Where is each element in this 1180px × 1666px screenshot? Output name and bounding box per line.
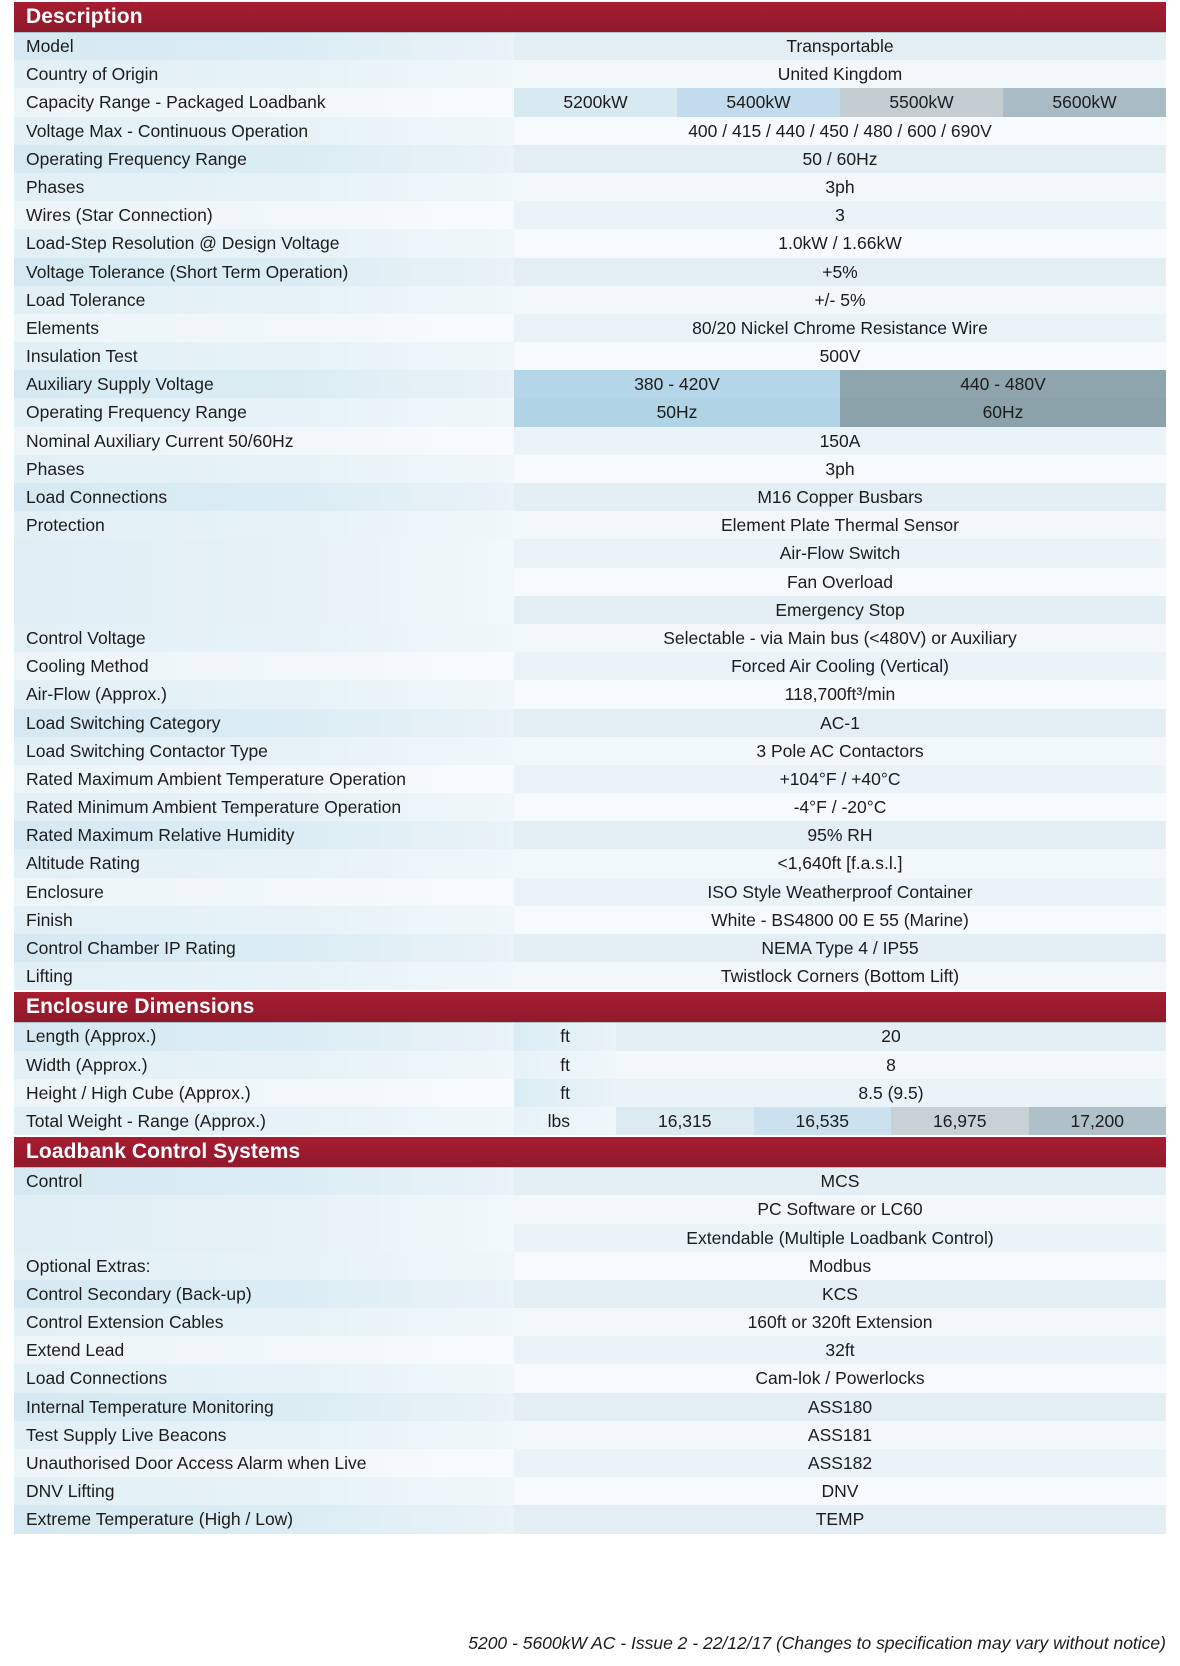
spec-label: Load Connections xyxy=(14,483,514,511)
spec-value: 95% RH xyxy=(514,821,1166,849)
spec-value: 8.5 (9.5) xyxy=(616,1079,1166,1107)
spec-label: Load Tolerance xyxy=(14,286,514,314)
spec-value-cell: 17,200 xyxy=(1029,1107,1167,1135)
spec-row xyxy=(14,624,1166,652)
spec-row xyxy=(14,1449,1166,1477)
spec-value: Cam-lok / Powerlocks xyxy=(514,1364,1166,1392)
spec-label: DNV Lifting xyxy=(14,1477,514,1505)
spec-value: NEMA Type 4 / IP55 xyxy=(514,934,1166,962)
spec-value: 80/20 Nickel Chrome Resistance Wire xyxy=(514,314,1166,342)
spec-value: 32ft xyxy=(514,1336,1166,1364)
spec-label: Optional Extras: xyxy=(14,1252,514,1280)
spec-value: Emergency Stop xyxy=(514,596,1166,624)
spec-row xyxy=(14,709,1166,737)
spec-label: Test Supply Live Beacons xyxy=(14,1421,514,1449)
spec-row xyxy=(14,455,1166,483)
spec-value-cell: 16,975 xyxy=(891,1107,1029,1135)
spec-row xyxy=(14,680,1166,708)
spec-label: Finish xyxy=(14,906,514,934)
spec-row xyxy=(14,1195,1166,1223)
spec-row xyxy=(14,1364,1166,1392)
spec-row xyxy=(14,342,1166,370)
spec-label: Load-Step Resolution @ Design Voltage xyxy=(14,229,514,257)
spec-row xyxy=(14,1079,1166,1107)
spec-label: Cooling Method xyxy=(14,652,514,680)
spec-value-cell: 16,535 xyxy=(754,1107,892,1135)
spec-value: 20 xyxy=(616,1022,1166,1050)
spec-value: 8 xyxy=(616,1051,1166,1079)
spec-value-cell: 5400kW xyxy=(677,88,840,116)
spec-value-split xyxy=(514,88,1166,116)
spec-label-empty xyxy=(14,596,514,624)
specification-sheet xyxy=(0,2,1180,1666)
spec-row xyxy=(14,962,1166,990)
spec-label: Enclosure xyxy=(14,878,514,906)
spec-value: United Kingdom xyxy=(514,60,1166,88)
enclosure-dimensions-table xyxy=(14,1022,1166,1135)
spec-unit: ft xyxy=(514,1051,616,1079)
spec-label: Air-Flow (Approx.) xyxy=(14,680,514,708)
spec-row xyxy=(14,1308,1166,1336)
spec-label: Phases xyxy=(14,455,514,483)
spec-label: Total Weight - Range (Approx.) xyxy=(14,1107,514,1135)
spec-label: Protection xyxy=(14,511,514,539)
spec-value-split xyxy=(616,1107,1166,1135)
spec-value: Fan Overload xyxy=(514,568,1166,596)
spec-label: Wires (Star Connection) xyxy=(14,201,514,229)
spec-value-cell: 5200kW xyxy=(514,88,677,116)
spec-value: AC-1 xyxy=(514,709,1166,737)
section-header-loadbank-control-systems: Loadbank Control Systems xyxy=(14,1137,1166,1167)
spec-label-empty xyxy=(14,568,514,596)
spec-label: Load Switching Category xyxy=(14,709,514,737)
spec-label: Phases xyxy=(14,173,514,201)
spec-row xyxy=(14,483,1166,511)
spec-value: ASS181 xyxy=(514,1421,1166,1449)
spec-row xyxy=(14,1393,1166,1421)
spec-value: 500V xyxy=(514,342,1166,370)
spec-label-empty xyxy=(14,1224,514,1252)
spec-label: Load Connections xyxy=(14,1364,514,1392)
spec-label: Rated Maximum Relative Humidity xyxy=(14,821,514,849)
spec-value-split xyxy=(514,398,1166,426)
spec-row xyxy=(14,229,1166,257)
spec-row xyxy=(14,145,1166,173)
spec-row xyxy=(14,737,1166,765)
spec-label: Model xyxy=(14,32,514,60)
spec-row xyxy=(14,173,1166,201)
spec-label: Voltage Max - Continuous Operation xyxy=(14,117,514,145)
spec-value-cell: 5600kW xyxy=(1003,88,1166,116)
spec-row xyxy=(14,539,1166,567)
spec-value: 400 / 415 / 440 / 450 / 480 / 600 / 690V xyxy=(514,117,1166,145)
spec-row xyxy=(14,427,1166,455)
spec-row xyxy=(14,60,1166,88)
spec-value-cell: 5500kW xyxy=(840,88,1003,116)
spec-unit: ft xyxy=(514,1022,616,1050)
spec-row xyxy=(14,88,1166,116)
spec-label: Load Switching Contactor Type xyxy=(14,737,514,765)
spec-value: Modbus xyxy=(514,1252,1166,1280)
spec-label: Extend Lead xyxy=(14,1336,514,1364)
spec-row xyxy=(14,878,1166,906)
spec-row xyxy=(14,1107,1166,1135)
spec-value: <1,640ft [f.a.s.l.] xyxy=(514,849,1166,877)
spec-label: Auxiliary Supply Voltage xyxy=(14,370,514,398)
spec-label: Unauthorised Door Access Alarm when Live xyxy=(14,1449,514,1477)
spec-row xyxy=(14,596,1166,624)
spec-row xyxy=(14,370,1166,398)
spec-value: 118,700ft³/min xyxy=(514,680,1166,708)
spec-label: Extreme Temperature (High / Low) xyxy=(14,1505,514,1533)
spec-label: Internal Temperature Monitoring xyxy=(14,1393,514,1421)
spec-row xyxy=(14,906,1166,934)
spec-value: Forced Air Cooling (Vertical) xyxy=(514,652,1166,680)
spec-row xyxy=(14,117,1166,145)
spec-value: 3 Pole AC Contactors xyxy=(514,737,1166,765)
spec-value: +104°F / +40°C xyxy=(514,765,1166,793)
spec-label: Voltage Tolerance (Short Term Operation) xyxy=(14,258,514,286)
spec-value: Element Plate Thermal Sensor xyxy=(514,511,1166,539)
spec-value: Selectable - via Main bus (<480V) or Auxiliary xyxy=(514,624,1166,652)
spec-label: Control Extension Cables xyxy=(14,1308,514,1336)
spec-row xyxy=(14,1051,1166,1079)
spec-label: Elements xyxy=(14,314,514,342)
spec-row xyxy=(14,1252,1166,1280)
spec-label: Height / High Cube (Approx.) xyxy=(14,1079,514,1107)
spec-value: -4°F / -20°C xyxy=(514,793,1166,821)
spec-value-cell: 50Hz xyxy=(514,398,840,426)
section-header-enclosure-dimensions: Enclosure Dimensions xyxy=(14,992,1166,1022)
spec-value-cell: 380 - 420V xyxy=(514,370,840,398)
spec-label: Insulation Test xyxy=(14,342,514,370)
spec-value: White - BS4800 00 E 55 (Marine) xyxy=(514,906,1166,934)
spec-row xyxy=(14,398,1166,426)
spec-value: PC Software or LC60 xyxy=(514,1195,1166,1223)
spec-label: Operating Frequency Range xyxy=(14,398,514,426)
spec-row xyxy=(14,652,1166,680)
spec-label-empty xyxy=(14,1195,514,1223)
spec-label: Length (Approx.) xyxy=(14,1022,514,1050)
spec-value: 3ph xyxy=(514,173,1166,201)
spec-label: Operating Frequency Range xyxy=(14,145,514,173)
spec-row xyxy=(14,201,1166,229)
loadbank-control-systems-table xyxy=(14,1167,1166,1533)
spec-row xyxy=(14,1336,1166,1364)
spec-value: KCS xyxy=(514,1280,1166,1308)
spec-row xyxy=(14,1505,1166,1533)
spec-value: Twistlock Corners (Bottom Lift) xyxy=(514,962,1166,990)
spec-value: ASS182 xyxy=(514,1449,1166,1477)
spec-label-empty xyxy=(14,539,514,567)
spec-value-cell: 16,315 xyxy=(616,1107,754,1135)
spec-label: Control Voltage xyxy=(14,624,514,652)
spec-label: Lifting xyxy=(14,962,514,990)
spec-value: Air-Flow Switch xyxy=(514,539,1166,567)
footer-issue-note: 5200 - 5600kW AC - Issue 2 - 22/12/17 (Changes to specification may vary without notice) xyxy=(468,1633,1166,1653)
spec-value: Extendable (Multiple Loadbank Control) xyxy=(514,1224,1166,1252)
spec-value-cell: 440 - 480V xyxy=(840,370,1166,398)
spec-value: M16 Copper Busbars xyxy=(514,483,1166,511)
spec-value-split xyxy=(514,370,1166,398)
spec-value: 3ph xyxy=(514,455,1166,483)
spec-row xyxy=(14,1280,1166,1308)
spec-row xyxy=(14,568,1166,596)
spec-row xyxy=(14,286,1166,314)
spec-label: Altitude Rating xyxy=(14,849,514,877)
spec-row xyxy=(14,821,1166,849)
spec-row xyxy=(14,765,1166,793)
spec-label: Control Chamber IP Rating xyxy=(14,934,514,962)
spec-label: Rated Minimum Ambient Temperature Operation xyxy=(14,793,514,821)
spec-value: ASS180 xyxy=(514,1393,1166,1421)
spec-row xyxy=(14,511,1166,539)
spec-row xyxy=(14,849,1166,877)
spec-row xyxy=(14,1477,1166,1505)
spec-row xyxy=(14,1022,1166,1050)
spec-value: 1.0kW / 1.66kW xyxy=(514,229,1166,257)
section-header-description: Description xyxy=(14,2,1166,32)
spec-value: 3 xyxy=(514,201,1166,229)
spec-row xyxy=(14,793,1166,821)
description-table xyxy=(14,32,1166,990)
spec-row xyxy=(14,1421,1166,1449)
spec-unit: ft xyxy=(514,1079,616,1107)
spec-value: TEMP xyxy=(514,1505,1166,1533)
spec-row xyxy=(14,1224,1166,1252)
spec-value-cell: 60Hz xyxy=(840,398,1166,426)
spec-row xyxy=(14,258,1166,286)
spec-value: 50 / 60Hz xyxy=(514,145,1166,173)
spec-label: Country of Origin xyxy=(14,60,514,88)
spec-label: Rated Maximum Ambient Temperature Operation xyxy=(14,765,514,793)
spec-label: Control xyxy=(14,1167,514,1195)
spec-value: +5% xyxy=(514,258,1166,286)
spec-value: +/- 5% xyxy=(514,286,1166,314)
spec-row xyxy=(14,314,1166,342)
spec-row xyxy=(14,1167,1166,1195)
spec-label: Width (Approx.) xyxy=(14,1051,514,1079)
spec-label: Nominal Auxiliary Current 50/60Hz xyxy=(14,427,514,455)
spec-value: MCS xyxy=(514,1167,1166,1195)
spec-unit: lbs xyxy=(514,1107,616,1135)
spec-value: DNV xyxy=(514,1477,1166,1505)
spec-value: ISO Style Weatherproof Container xyxy=(514,878,1166,906)
spec-row xyxy=(14,934,1166,962)
spec-row xyxy=(14,32,1166,60)
spec-label: Control Secondary (Back-up) xyxy=(14,1280,514,1308)
spec-value: 160ft or 320ft Extension xyxy=(514,1308,1166,1336)
spec-value: Transportable xyxy=(514,32,1166,60)
spec-value: 150A xyxy=(514,427,1166,455)
spec-label: Capacity Range - Packaged Loadbank xyxy=(14,88,514,116)
